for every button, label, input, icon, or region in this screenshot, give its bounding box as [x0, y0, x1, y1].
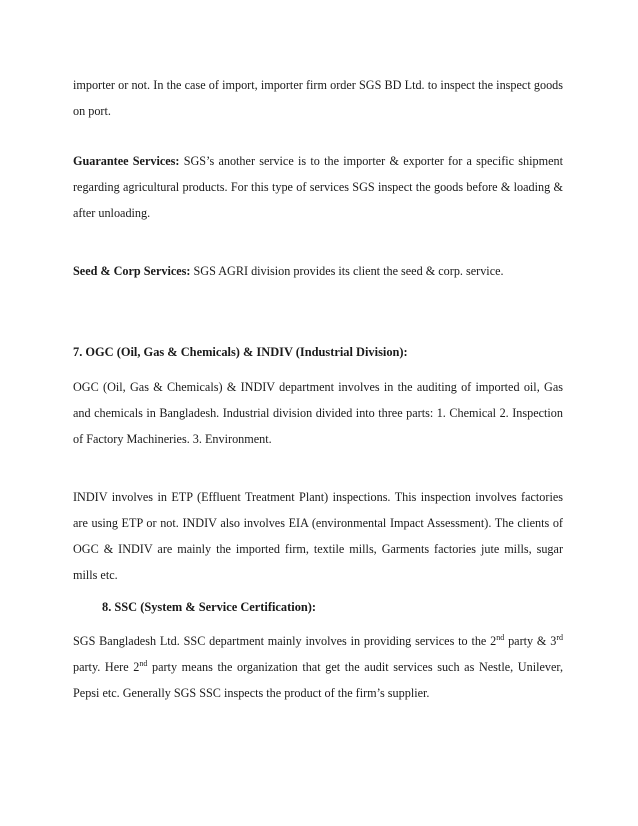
paragraph-text-part: SGS Bangladesh Ltd. SSC department mainly involves in providing services to the 2	[73, 634, 497, 648]
paragraph-text: importer or not. In the case of import, importer firm order SGS BD Ltd. to inspect the inspect goods on port.	[73, 78, 563, 118]
paragraph-text: OGC (Oil, Gas & Chemicals) & INDIV department involves in the auditing of imported oil, Gas and chemicals in Bangladesh. Industrial division divided into three parts: 1. Chemical 2. Inspection of Factory Machineries. 3. Environment.	[73, 380, 563, 446]
ordinal-suffix: nd	[496, 632, 505, 642]
paragraph-text-part: party means the organization that get the audit services such as Nestle, Unilever, Pepsi etc. Generally SGS SSC inspects the product of the firm’s supplier.	[73, 660, 563, 700]
paragraph-text-part: party & 3	[504, 634, 557, 648]
paragraph-guarantee-services	[73, 148, 563, 226]
guarantee-services-text: SGS’s another service is to the importer & exporter for a specific shipment regarding agricultural products. For this type of services SGS inspect the goods before & loading & after unloading.	[73, 154, 563, 220]
paragraph-import-inspection	[73, 72, 563, 124]
paragraph-ssc-department	[73, 628, 563, 706]
paragraph-indiv-etp	[73, 484, 563, 588]
paragraph-ogc-indiv-department	[73, 374, 563, 452]
section-8-heading: 8. SSC (System & Service Certification):	[102, 600, 317, 614]
paragraph-text-part: party. Here 2	[73, 660, 140, 674]
section-7-heading: 7. OGC (Oil, Gas & Chemicals) & INDIV (Industrial Division):	[73, 345, 408, 359]
guarantee-services-label: Guarantee Services:	[73, 154, 180, 168]
seed-corp-services-label: Seed & Corp Services:	[73, 264, 191, 278]
ordinal-suffix: rd	[556, 632, 563, 642]
paragraph-seed-corp-services	[73, 258, 563, 284]
seed-corp-services-text: SGS AGRI division provides its client the seed & corp. service.	[190, 264, 504, 278]
paragraph-text: INDIV involves in ETP (Effluent Treatment Plant) inspections. This inspection involves factories are using ETP or not. INDIV also involves EIA (environmental Impact Assessment). The clients of OGC & INDIV are mainly the imported firm, textile mills, Garments factories jute mills, sugar mills etc.	[73, 490, 563, 582]
ordinal-suffix: nd	[139, 658, 148, 668]
